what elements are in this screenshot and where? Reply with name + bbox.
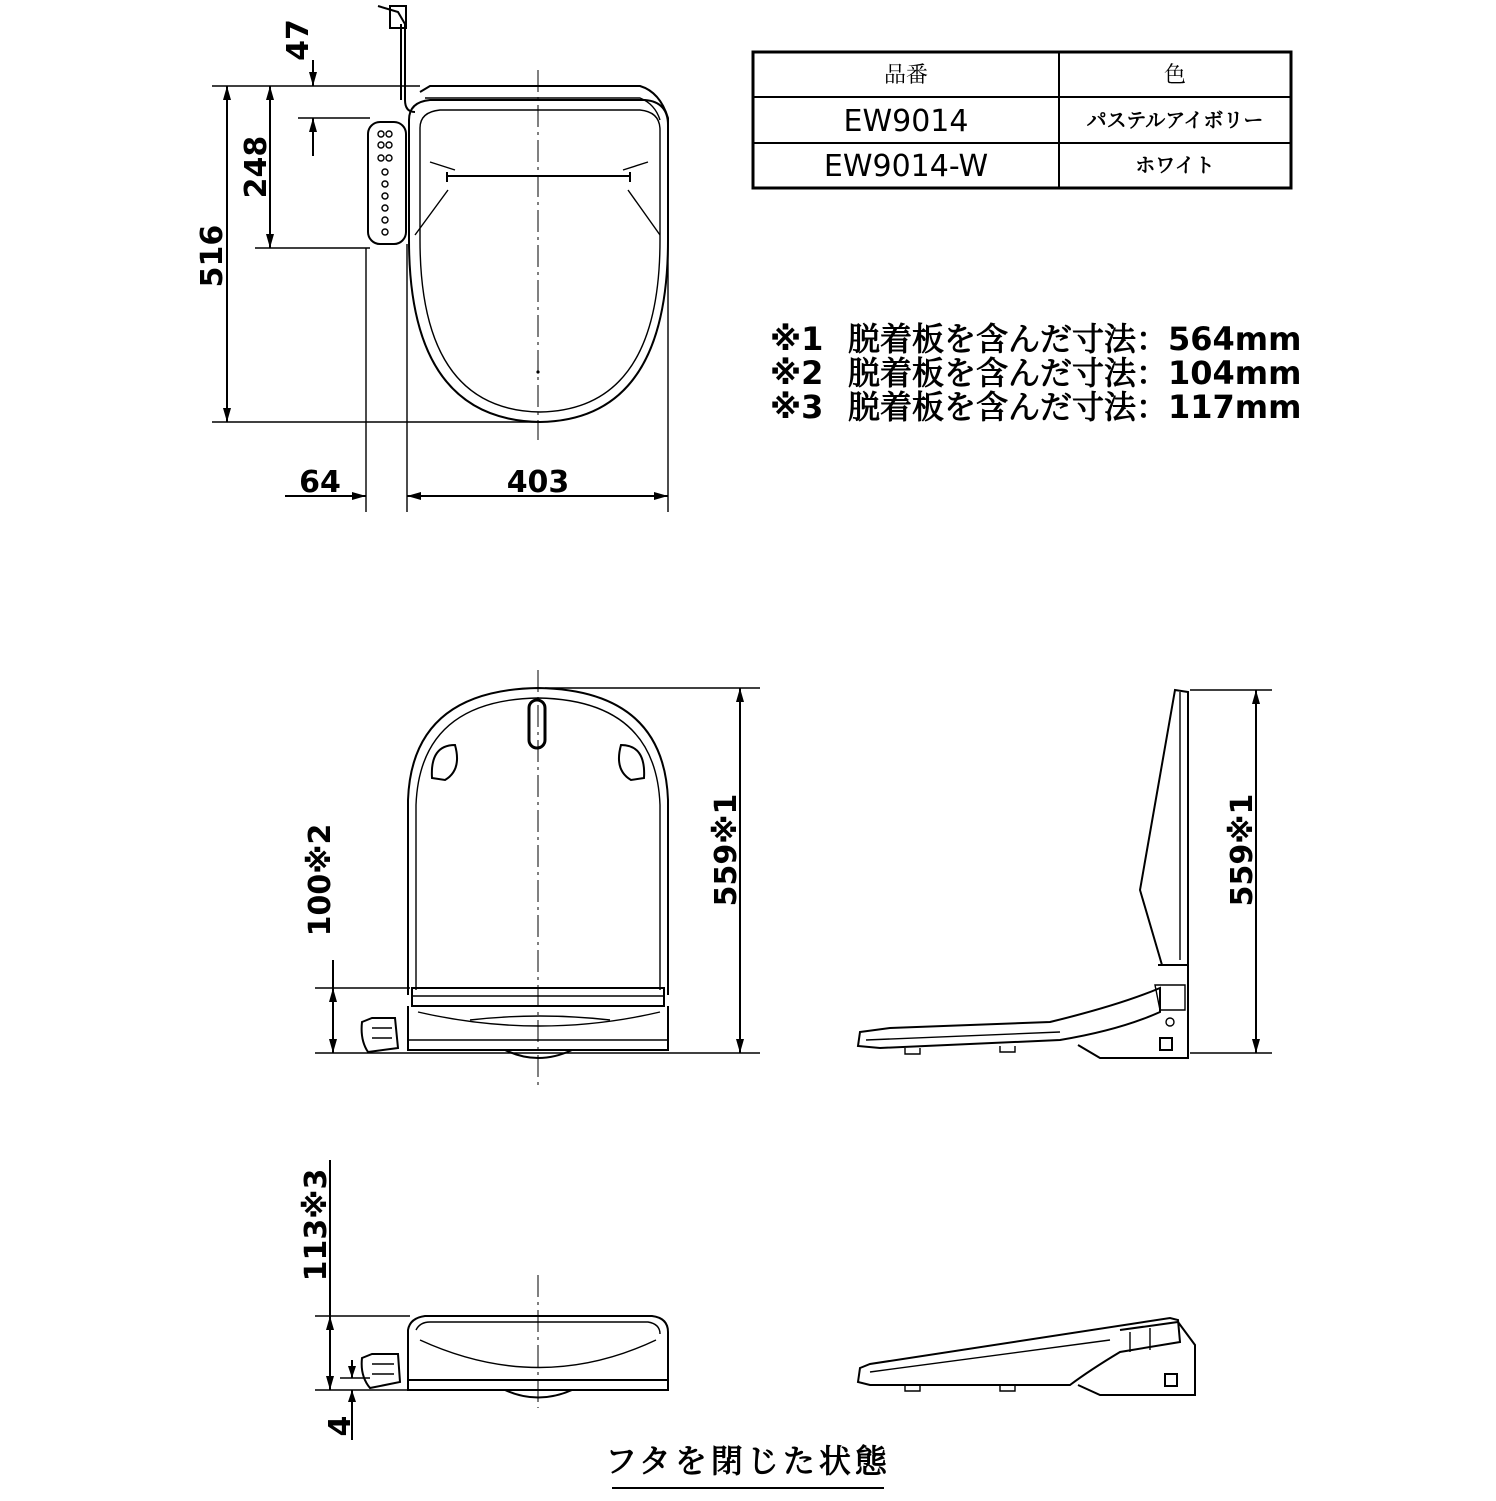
table-cell-color: パステルアイボリー (1086, 108, 1264, 132)
caption-text: フタを閉じた状態 (605, 1442, 891, 1480)
dim-64: 64 (299, 465, 341, 500)
dim-248: 248 (239, 135, 274, 199)
note-mark: ※2 (770, 354, 824, 392)
notes (770, 320, 1302, 426)
table-cell-part-no: EW9014 (843, 104, 969, 139)
remote-control (368, 122, 406, 244)
caption (605, 1442, 891, 1488)
dim-559-side: 559※1 (1225, 793, 1260, 907)
note-text: 脱着板を含んだ寸法：564mm (848, 320, 1302, 358)
dim-100: 100※2 (303, 823, 338, 937)
note-text: 脱着板を含んだ寸法：104mm (848, 354, 1302, 392)
table-header-color: 色 (1163, 63, 1187, 88)
note-mark: ※1 (770, 320, 824, 358)
spec-table (753, 52, 1291, 188)
side-view-closed (858, 1318, 1195, 1395)
table-cell-color: ホワイト (1135, 153, 1215, 177)
note-mark: ※3 (770, 388, 824, 426)
top-view (195, 6, 668, 512)
dim-113: 113※3 (299, 1168, 334, 1282)
note-text: 脱着板を含んだ寸法：117mm (848, 388, 1302, 426)
dim-559-front: 559※1 (709, 793, 744, 907)
table-cell-part-no: EW9014-W (823, 149, 989, 184)
front-view-open (303, 670, 760, 1085)
side-view-open (858, 690, 1272, 1058)
table-header-part-no: 品番 (883, 63, 929, 88)
dim-47: 47 (281, 19, 316, 61)
dim-4: 4 (323, 1415, 358, 1437)
dim-516: 516 (195, 224, 230, 288)
front-view-closed (299, 1160, 668, 1440)
dim-403: 403 (506, 465, 570, 500)
